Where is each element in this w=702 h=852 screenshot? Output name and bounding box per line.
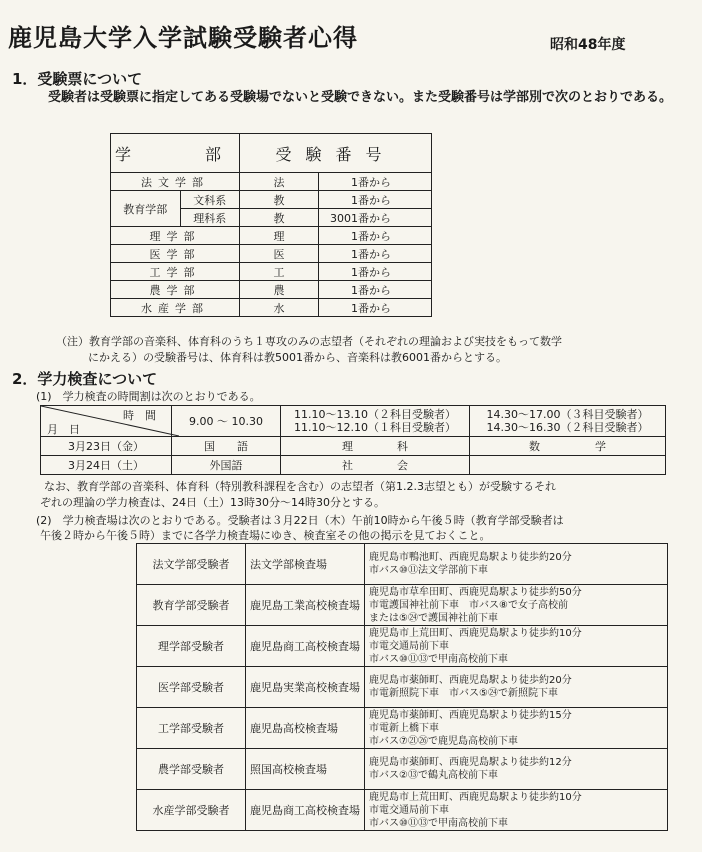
faculty-cell: 農学部	[111, 281, 240, 299]
venue-access-line2: 市電新上橋下車	[369, 722, 439, 734]
col-header-faculty: 学 部	[111, 134, 240, 173]
number-cell: 1番から	[319, 299, 432, 317]
venue-access-cell	[365, 790, 668, 831]
table-row	[111, 227, 432, 245]
venue-access-line3: または⑤㉔で護国神社前下車	[369, 612, 498, 624]
exam-number-table	[110, 133, 432, 317]
number-cell: 1番から	[319, 173, 432, 191]
venue-name-cell: 鹿児島工業高校検査場	[246, 585, 365, 626]
venue-faculty-cell: 工学部受験者	[137, 708, 246, 749]
venue-faculty-cell: 教育学部受験者	[137, 585, 246, 626]
section2-item2-line2: 午後２時から午後５時）までに各学力検査場にゆき、検査室その他の掲示を見ておくこと。	[40, 529, 491, 542]
table-row	[137, 585, 668, 626]
venue-access-line1: 鹿児島市薬師町、西鹿児島駅より徒歩約12分	[369, 757, 572, 768]
section2-heading: 2．学力検査について	[12, 370, 158, 388]
venue-access-line3: 市バス⑦㉑㉖で鹿児島高校前下車	[369, 735, 518, 747]
venue-faculty-cell: 農学部受験者	[137, 749, 246, 790]
page-title: 鹿児島大学入学試験受験者心得	[8, 24, 358, 52]
venue-faculty-cell: 理学部受験者	[137, 626, 246, 667]
slot3-header-line1: 14.30～17.00（３科目受験者）	[486, 408, 649, 421]
venue-name-cell: 鹿児島商工高校検査場	[246, 790, 365, 831]
section1-note-line2: にかえる）の受験番号は、体育科は教5001番から、音楽科は教6001番からとする。	[88, 351, 507, 364]
faculty-cell: 工学部	[111, 263, 240, 281]
venue-access-cell	[365, 749, 668, 790]
table-row	[137, 544, 668, 585]
venue-faculty-cell: 法文学部受験者	[137, 544, 246, 585]
number-cell: 1番から	[319, 245, 432, 263]
code-cell: 水	[240, 299, 319, 317]
subject-cell: 外国語	[172, 456, 281, 475]
header-date-label: 月 日	[47, 423, 80, 436]
venue-access-line2: 市電新照院下車 市バス⑤㉔で新照院下車	[369, 688, 558, 699]
slot2-header-line1: 11.10～13.10（２科目受験者）	[294, 408, 456, 421]
venue-access-line1: 鹿児島市上荒田町、西鹿児島駅より徒歩約10分	[369, 627, 582, 639]
venue-access-line2: 市バス②⑬で鶴丸高校前下車	[369, 770, 498, 781]
table-row	[137, 708, 668, 749]
code-cell: 法	[240, 173, 319, 191]
venue-name-cell: 鹿児島実業高校検査場	[246, 667, 365, 708]
slot2-header-line2: 11.10～12.10（１科目受験者）	[294, 421, 456, 434]
venue-access-line1: 鹿児島市鴨池町、西鹿児島駅より徒歩約20分	[369, 552, 572, 563]
venue-access-line1: 鹿児島市上荒田町、西鹿児島駅より徒歩約10分	[369, 791, 582, 803]
table-row	[137, 749, 668, 790]
code-cell: 教	[240, 209, 319, 227]
slot3-header-line2: 14.30～16.30（２科目受験者）	[486, 421, 649, 434]
slot2-header	[281, 406, 470, 437]
venue-access-cell	[365, 708, 668, 749]
table-row	[111, 281, 432, 299]
venue-access-cell	[365, 544, 668, 585]
col-header-number: 受験番号	[240, 134, 432, 173]
section2-item2-line1: (2) 学力検査場は次のとおりである。受験者は３月22日（木）午前10時から午後５時（教育学部受験者は	[36, 514, 564, 527]
code-cell: 医	[240, 245, 319, 263]
number-cell: 1番から	[319, 191, 432, 209]
table-row	[111, 299, 432, 317]
number-cell: 1番から	[319, 263, 432, 281]
venue-access-line2: 市電交通局前下車	[369, 804, 449, 816]
venue-table	[136, 543, 668, 831]
faculty-cell: 水産学部	[111, 299, 240, 317]
venue-name-cell: 鹿児島商工高校検査場	[246, 626, 365, 667]
table-row	[41, 456, 666, 475]
venue-name-cell: 法文学部検査場	[246, 544, 365, 585]
section2-item1: (1) 学力検査の時間割は次のとおりである。	[36, 390, 261, 403]
date-cell: 3月24日（土）	[41, 456, 172, 475]
timetable	[40, 405, 666, 475]
subject-cell: 国 語	[172, 437, 281, 456]
venue-faculty-cell: 水産学部受験者	[137, 790, 246, 831]
table-row	[137, 626, 668, 667]
table-row	[111, 245, 432, 263]
section1-heading: 1．受験票について	[12, 70, 143, 88]
section2-note-line2: ぞれの理論の学力検査は、24日（土）13時30分～14時30分とする。	[40, 496, 385, 509]
faculty-cell: 理学部	[111, 227, 240, 245]
venue-name-cell: 鹿児島高校検査場	[246, 708, 365, 749]
subcategory-cell: 理科系	[180, 209, 239, 227]
table-row	[41, 437, 666, 456]
venue-access-line3: 市バス⑩⑪⑬で甲南高校前下車	[369, 653, 508, 665]
venue-access-line2: 市電交通局前下車	[369, 640, 449, 652]
table-row	[137, 667, 668, 708]
venue-access-cell	[365, 585, 668, 626]
faculty-cell: 医学部	[111, 245, 240, 263]
venue-access-line2: 市電護国神社前下車 市バス⑧で女子高校前	[369, 599, 568, 611]
venue-access-line1: 鹿児島市薬師町、西鹿児島駅より徒歩約15分	[369, 709, 572, 721]
slot1-header: 9.00 ～ 10.30	[172, 406, 281, 437]
venue-name-cell: 照国高校検査場	[246, 749, 365, 790]
table-row	[111, 173, 432, 191]
venue-access-line1: 鹿児島市草牟田町、西鹿児島駅より徒歩約50分	[369, 586, 582, 598]
code-cell: 教	[240, 191, 319, 209]
section2-note-line1: なお、教育学部の音楽科、体育科（特別教科課程を含む）の志望者（第1.2.3志望とも）が受験するそれ	[44, 480, 556, 493]
faculty-cell: 教育学部	[111, 191, 181, 227]
timetable-corner	[41, 406, 172, 437]
subject-cell: 社 会	[281, 456, 470, 475]
year-label: 昭和48年度	[550, 37, 626, 53]
empty-cell	[470, 456, 666, 475]
code-cell: 工	[240, 263, 319, 281]
number-cell: 1番から	[319, 227, 432, 245]
subject-cell: 理 科	[281, 437, 470, 456]
faculty-cell: 法文学部	[111, 173, 240, 191]
venue-access-line2: 市バス⑩⑪法文学部前下車	[369, 565, 488, 576]
date-cell: 3月23日（金）	[41, 437, 172, 456]
subject-cell: 数 学	[470, 437, 666, 456]
table-row	[111, 191, 432, 209]
number-cell: 1番から	[319, 281, 432, 299]
venue-access-cell	[365, 667, 668, 708]
slot3-header	[470, 406, 666, 437]
section1-body: 受験者は受験票に指定してある受験場でないと受験できない。また受験番号は学部別で次のとおりである。	[48, 90, 673, 105]
venue-access-line3: 市バス⑩⑪⑬で甲南高校前下車	[369, 817, 508, 829]
table-row	[137, 790, 668, 831]
table-row	[111, 263, 432, 281]
section1-note-line1: （注）教育学部の音楽科、体育科のうち１専攻のみの志望者（それぞれの理論および実技をもって数学	[56, 335, 562, 348]
subcategory-cell: 文科系	[180, 191, 239, 209]
venue-access-line1: 鹿児島市薬師町、西鹿児島駅より徒歩約20分	[369, 675, 572, 686]
code-cell: 理	[240, 227, 319, 245]
number-cell: 3001番から	[319, 209, 432, 227]
code-cell: 農	[240, 281, 319, 299]
venue-access-cell	[365, 626, 668, 667]
venue-faculty-cell: 医学部受験者	[137, 667, 246, 708]
header-time-label: 時 間	[123, 409, 156, 422]
